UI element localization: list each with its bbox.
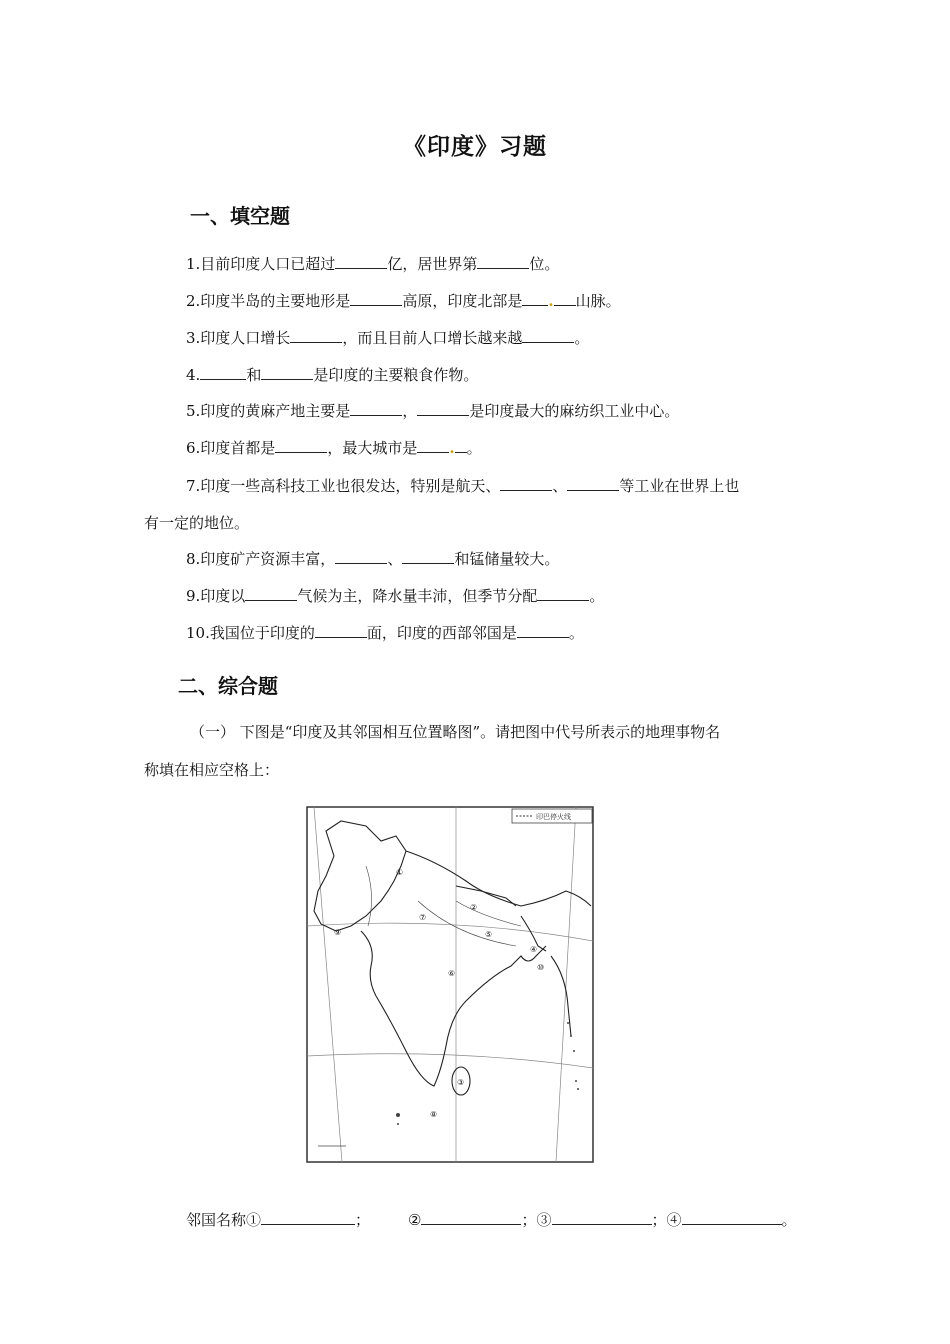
comprehensive-intro-continued: 称填在相应空格上： bbox=[144, 761, 280, 779]
question-text: 。 bbox=[568, 624, 584, 642]
question-7 bbox=[186, 476, 739, 496]
question-text: 山脉。 bbox=[575, 292, 621, 310]
question-text: 等工业在世界上也 bbox=[619, 477, 740, 495]
answer-blank[interactable] bbox=[417, 401, 469, 416]
question-text: ， bbox=[402, 402, 418, 420]
answer-blank[interactable] bbox=[552, 1210, 652, 1225]
answer-blank[interactable] bbox=[500, 476, 552, 491]
question-10 bbox=[186, 623, 584, 643]
map-marker: ⑤ bbox=[485, 930, 493, 939]
question-text: 10.我国位于印度的 bbox=[186, 624, 315, 642]
map-marker: ⑧ bbox=[430, 1110, 438, 1119]
question-text: 亿，居世界第 bbox=[387, 255, 478, 273]
question-text: ，最大城市是 bbox=[327, 439, 418, 457]
answer-blank[interactable] bbox=[350, 291, 402, 306]
map-marker: ② bbox=[470, 903, 478, 912]
answer-blank[interactable] bbox=[421, 1210, 521, 1225]
answer-blank[interactable] bbox=[200, 365, 246, 380]
question-text: ；④ bbox=[651, 1211, 682, 1229]
answer-line-neighbors bbox=[186, 1210, 797, 1230]
answer-blank[interactable] bbox=[537, 586, 589, 601]
answer-blank[interactable] bbox=[517, 623, 569, 638]
answer-blank[interactable] bbox=[554, 291, 576, 306]
answer-blank[interactable] bbox=[522, 291, 548, 306]
question-7-continued: 有一定的地位。 bbox=[144, 514, 250, 532]
question-text: 、 bbox=[387, 550, 403, 568]
answer-blank[interactable] bbox=[261, 365, 313, 380]
answer-blank[interactable] bbox=[290, 328, 342, 343]
question-6 bbox=[186, 438, 482, 458]
question-text: ② bbox=[408, 1211, 422, 1229]
question-text: 和 bbox=[246, 366, 262, 384]
answer-blank[interactable] bbox=[682, 1210, 782, 1225]
map-legend-label: 印巴停火线 bbox=[536, 813, 571, 821]
highlight-dot: . bbox=[548, 292, 554, 310]
highlight-dot: . bbox=[449, 439, 455, 457]
question-text: 9.印度以 bbox=[186, 587, 246, 605]
answer-blank[interactable] bbox=[567, 476, 619, 491]
answer-blank[interactable] bbox=[245, 586, 297, 601]
question-text: 1.目前印度人口已超过 bbox=[186, 255, 336, 273]
question-text: 。 bbox=[466, 439, 482, 457]
question-3 bbox=[186, 328, 589, 348]
question-text: ； bbox=[355, 1211, 371, 1229]
map-marker: ④ bbox=[530, 945, 538, 954]
page-title: 《印度》习题 bbox=[403, 134, 547, 160]
question-text: 邻国名称① bbox=[186, 1211, 262, 1229]
section-heading-comprehensive: 二、综合题 bbox=[178, 674, 278, 698]
question-text: 4. bbox=[186, 366, 201, 384]
question-text: 。 bbox=[574, 329, 590, 347]
answer-blank[interactable] bbox=[315, 623, 367, 638]
answer-blank[interactable] bbox=[477, 254, 529, 269]
question-text: 气候为主，降水量丰沛，但季节分配 bbox=[297, 587, 538, 605]
answer-blank[interactable] bbox=[522, 328, 574, 343]
question-text: 3.印度人口增长 bbox=[186, 329, 291, 347]
answer-blank[interactable] bbox=[335, 254, 387, 269]
map-marker: ⑩ bbox=[537, 963, 545, 972]
question-text: 是印度最大的麻纺织工业中心。 bbox=[469, 402, 680, 420]
answer-blank[interactable] bbox=[417, 438, 449, 453]
section-heading-fill-blank: 一、填空题 bbox=[190, 204, 290, 228]
map-marker: ① bbox=[396, 868, 404, 877]
question-1 bbox=[186, 254, 559, 274]
question-text: 8.印度矿产资源丰富， bbox=[186, 550, 336, 568]
question-text: ；③ bbox=[521, 1211, 552, 1229]
question-9 bbox=[186, 586, 604, 606]
question-4 bbox=[186, 365, 478, 385]
question-text: 是印度的主要粮食作物。 bbox=[313, 366, 479, 384]
question-text: 2.印度半岛的主要地形是 bbox=[186, 292, 351, 310]
question-text: 和锰储量较大。 bbox=[454, 550, 560, 568]
answer-blank[interactable] bbox=[455, 438, 467, 453]
map-marker: ⑨ bbox=[334, 928, 342, 937]
question-8 bbox=[186, 549, 559, 569]
question-text: ，而且目前人口增长越来越 bbox=[342, 329, 523, 347]
answer-blank[interactable] bbox=[275, 438, 327, 453]
question-text: 7.印度一些高科技工业也很发达，特别是航天、 bbox=[186, 477, 501, 495]
question-text: 面，印度的西部邻国是 bbox=[366, 624, 517, 642]
question-text: 、 bbox=[552, 477, 568, 495]
question-2 bbox=[186, 291, 621, 311]
question-5 bbox=[186, 401, 679, 421]
answer-blank[interactable] bbox=[335, 549, 387, 564]
comprehensive-intro: （一） 下图是“印度及其邻国相互位置略图”。请把图中代号所表示的地理事物名 bbox=[190, 723, 721, 741]
question-text: 位。 bbox=[529, 255, 560, 273]
question-text: 高原，印度北部是 bbox=[402, 292, 523, 310]
question-text: 。 bbox=[589, 587, 605, 605]
question-text: 5.印度的黄麻产地主要是 bbox=[186, 402, 351, 420]
question-text: 。 bbox=[781, 1211, 797, 1229]
map-marker: ③ bbox=[457, 1078, 465, 1087]
map-marker: ⑥ bbox=[448, 969, 456, 978]
answer-blank[interactable] bbox=[261, 1210, 355, 1225]
answer-blank[interactable] bbox=[402, 549, 454, 564]
question-text: 6.印度首都是 bbox=[186, 439, 276, 457]
answer-blank[interactable] bbox=[350, 401, 402, 416]
india-map bbox=[306, 806, 594, 1163]
map-marker: ⑦ bbox=[419, 913, 427, 922]
